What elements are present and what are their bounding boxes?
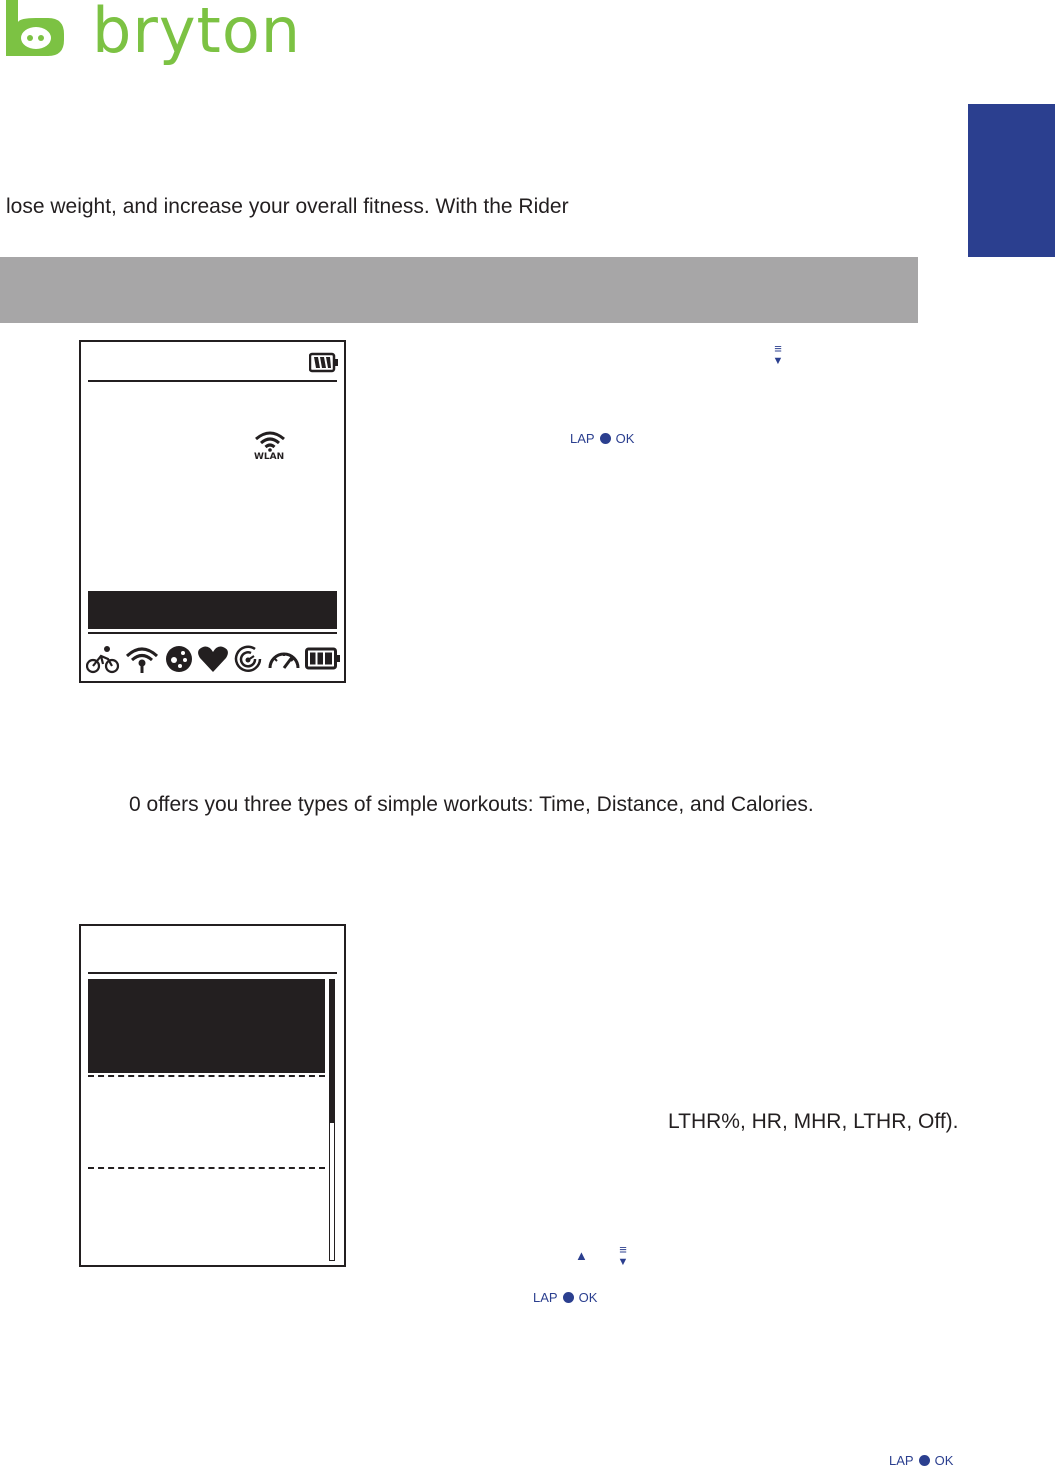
top-divider [88,972,337,974]
menu-down-button [771,343,785,367]
menu-lines-icon: ≡ [774,341,782,356]
scrollbar-thumb[interactable] [329,979,335,1123]
lap-ok-dot-icon [919,1455,930,1466]
section-header-band [0,257,918,323]
ok-label: OK [578,1290,598,1305]
battery-full-icon [305,646,341,672]
workouts-text: 0 offers you three types of simple workouts: Time, Distance, and Calories. [129,793,814,816]
down-arrow-icon: ▼ [772,355,784,367]
ok-label: OK [934,1453,954,1468]
logo-wordmark: bryton [92,0,302,67]
selected-list-item [88,979,325,1073]
lap-ok-dot-icon [600,433,611,444]
intro-text: lose weight, and increase your overall fitness. With the Rider [6,195,569,218]
lap-ok-button-hint [570,431,634,446]
lap-ok-dot-icon [563,1292,574,1303]
device-screen-workout-list [79,924,346,1267]
lap-label: LAP [570,431,595,446]
battery-icon [309,352,339,374]
lap-ok-button-hint [889,1453,953,1468]
device-screen-main [79,340,346,683]
list-divider [88,1075,325,1077]
gps-signal-icon [124,644,160,674]
down-arrow-icon: ▼ [617,1256,629,1268]
up-arrow-icon: ▲ [575,1248,588,1263]
speedometer-icon [267,644,301,674]
selected-menu-bar [88,591,337,629]
top-divider [88,380,337,382]
targets-text: LTHR%, HR, MHR, LTHR, Off). [668,1110,959,1133]
heart-rate-icon [197,644,229,674]
lap-ok-button-hint [533,1290,597,1305]
chapter-side-tab [968,104,1055,257]
lap-label: LAP [889,1453,914,1468]
lap-label: LAP [533,1290,558,1305]
speed-sensor-icon [233,644,263,674]
menu-lines-icon: ≡ [619,1242,627,1257]
list-divider [88,1167,325,1169]
ok-label: OK [615,431,635,446]
cadence-icon [164,644,194,674]
wlan-icon [254,430,286,452]
status-icon-row [86,642,341,676]
bike-icon [86,644,120,674]
bottom-divider [88,632,337,634]
menu-down-button [616,1244,630,1268]
wlan-label: WLAN [254,452,285,462]
